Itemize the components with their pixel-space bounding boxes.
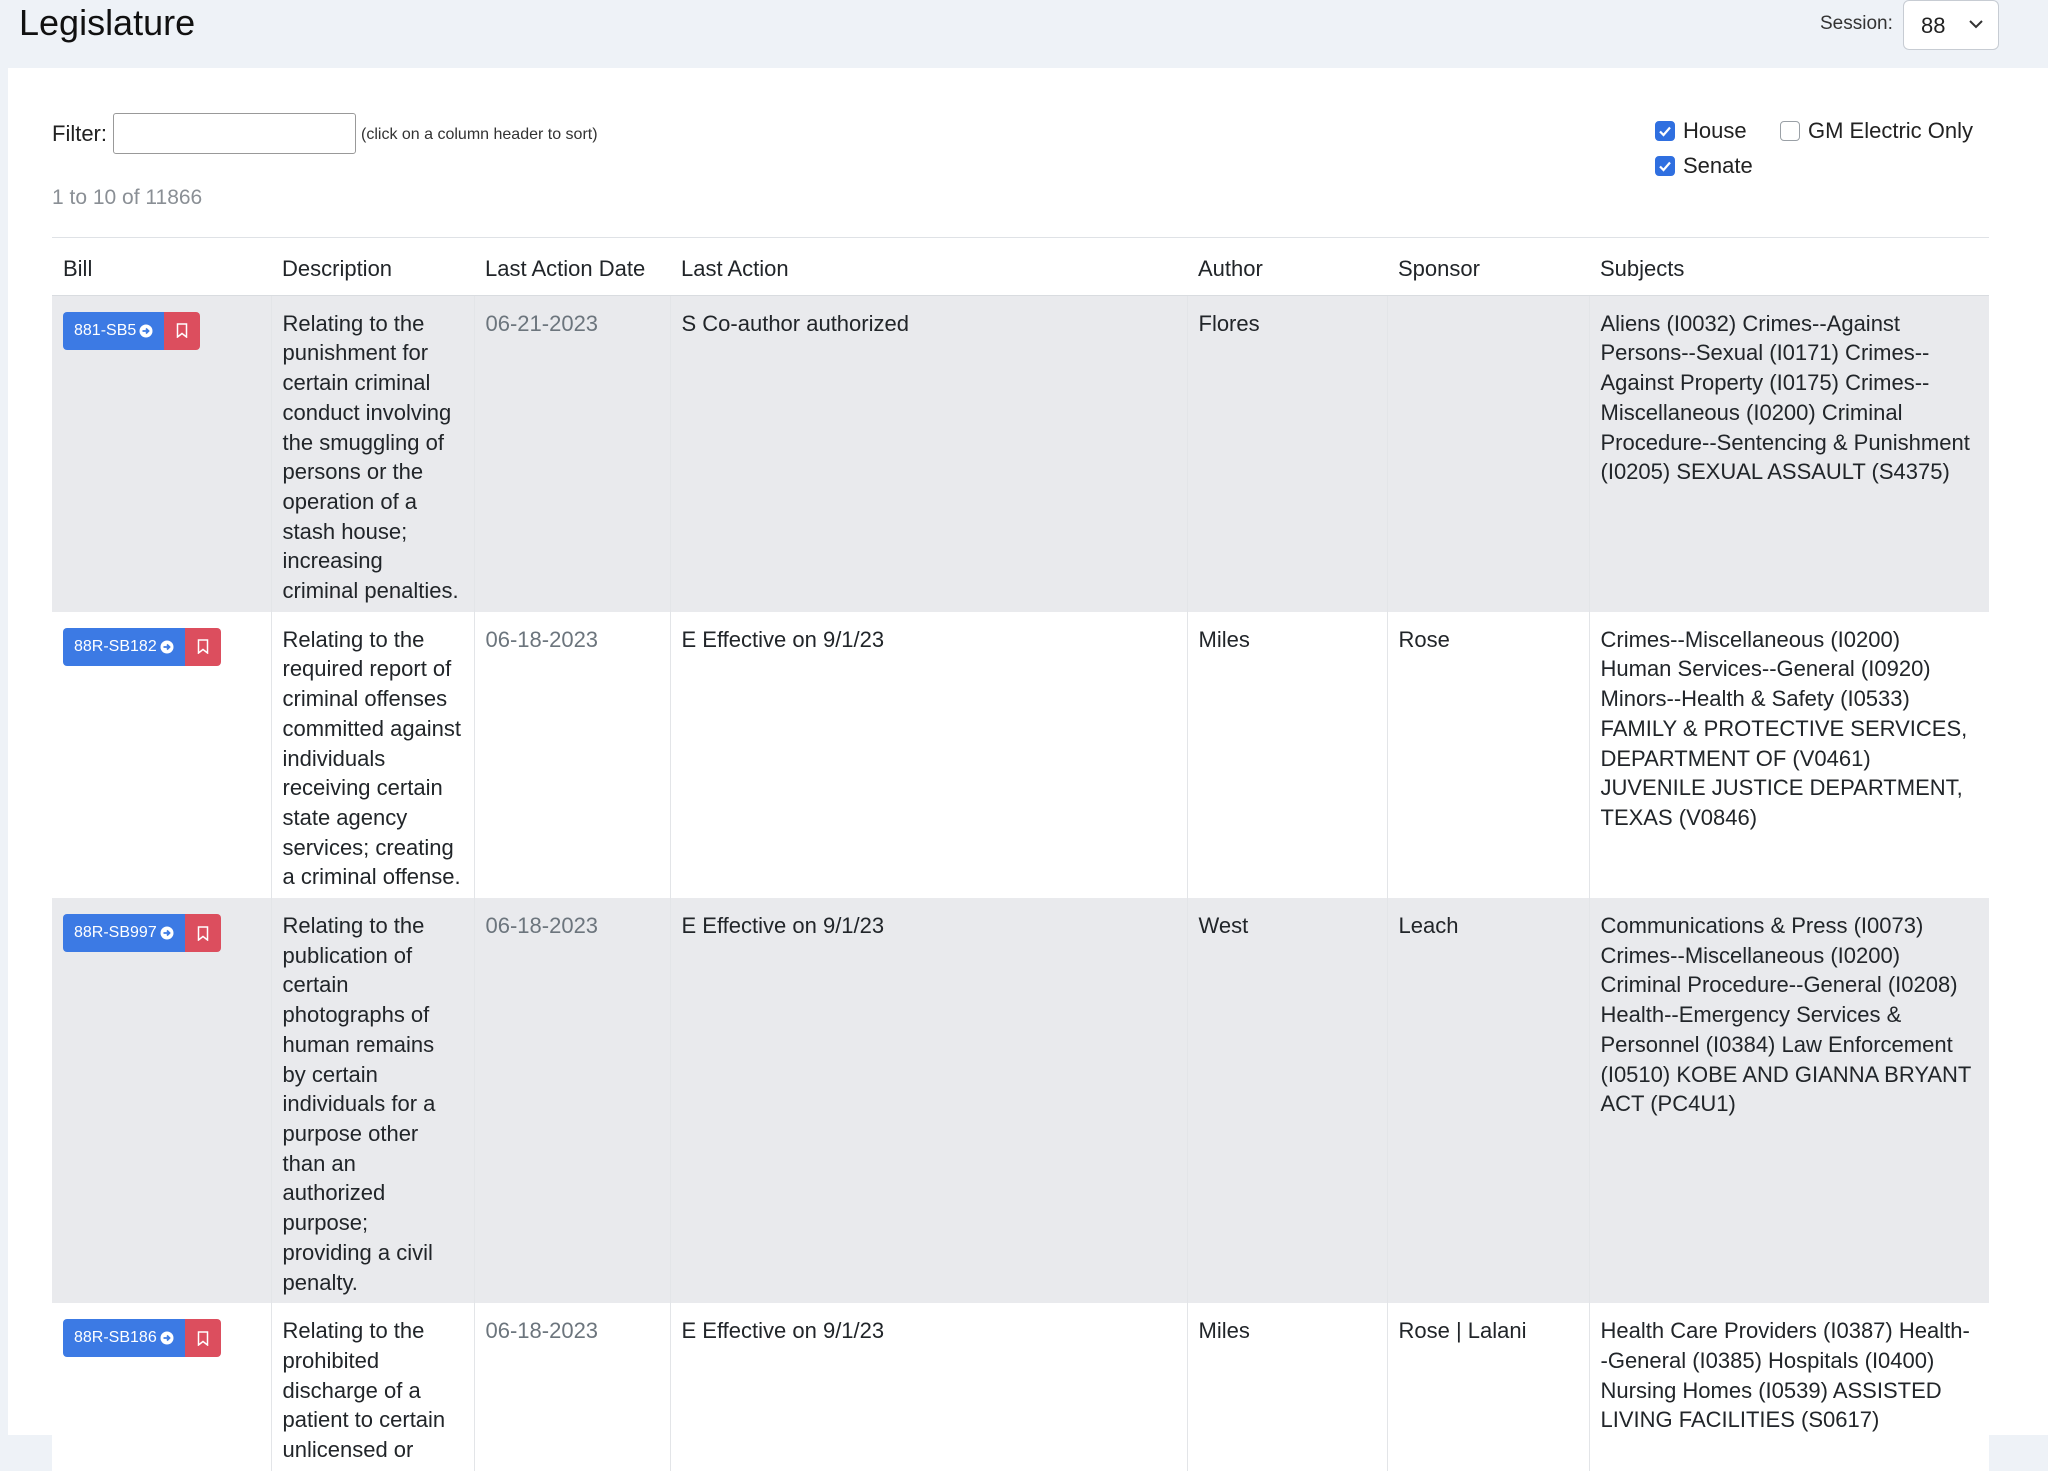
bills-table xyxy=(52,237,1989,1471)
subjects-cell: Aliens (I0032) Crimes--Against Persons--Sexual (I0171) Crimes--Against Property (I0175) Crimes--Miscellaneous (I0200) Criminal Procedure--Sentencing & Punishment (I0205) SEXUAL ASSAULT (S4375) xyxy=(1589,295,1989,612)
sponsor-cell: Rose | Lalani xyxy=(1387,1303,1589,1471)
last-action-date-cell: 06-18-2023 xyxy=(474,612,670,898)
senate-label: Senate xyxy=(1683,153,1753,178)
author-cell: Flores xyxy=(1187,295,1387,612)
table-row xyxy=(52,898,1989,1303)
circle-arrow-right-icon xyxy=(160,1331,174,1345)
last-action-cell: E Effective on 9/1/23 xyxy=(670,898,1187,1303)
author-cell: Miles xyxy=(1187,1303,1387,1471)
column-header-last-action-date[interactable]: Last Action Date xyxy=(474,238,670,296)
column-header-author[interactable]: Author xyxy=(1187,238,1387,296)
bookmark-button[interactable] xyxy=(185,914,221,952)
bill-link-button[interactable] xyxy=(63,914,185,952)
circle-arrow-right-icon xyxy=(139,324,153,338)
description-cell: Relating to the required report of criminal offenses committed against individuals receiving certain state agency services; creating a criminal offense. xyxy=(271,612,474,898)
column-header-last-action[interactable]: Last Action xyxy=(670,238,1187,296)
results-count: 1 to 10 of 11866 xyxy=(52,186,203,209)
last-action-date-cell: 06-21-2023 xyxy=(474,295,670,612)
last-action-cell: E Effective on 9/1/23 xyxy=(670,612,1187,898)
page-header xyxy=(0,0,2048,68)
author-cell: Miles xyxy=(1187,612,1387,898)
bill-cell xyxy=(52,898,271,1303)
column-header-sponsor[interactable]: Sponsor xyxy=(1387,238,1589,296)
senate-checkbox[interactable] xyxy=(1655,153,1753,179)
filter-input[interactable] xyxy=(113,113,356,154)
table-row xyxy=(52,295,1989,612)
subjects-cell: Health Care Providers (I0387) Health--General (I0385) Hospitals (I0400) Nursing Homes (I0539) ASSISTED LIVING FACILITIES (S0617) xyxy=(1589,1303,1989,1471)
description-cell: Relating to the publication of certain photographs of human remains by certain individuals for a purpose other than an authorized purpose; providing a civil penalty. xyxy=(271,898,474,1303)
house-label: House xyxy=(1683,118,1747,143)
house-checkbox[interactable] xyxy=(1655,118,1747,144)
last-action-date-cell: 06-18-2023 xyxy=(474,1303,670,1471)
bill-link-button[interactable] xyxy=(63,628,185,666)
page-title: Legislature xyxy=(19,2,196,43)
bill-id: 88R-SB182 xyxy=(74,637,157,655)
filter-hint: (click on a column header to sort) xyxy=(361,126,598,143)
subjects-cell: Crimes--Miscellaneous (I0200) Human Services--General (I0920) Minors--Health & Safety (I0533) FAMILY & PROTECTIVE SERVICES, DEPARTMENT OF (V0461) JUVENILE JUSTICE DEPARTMENT, TEXAS (V0846) xyxy=(1589,612,1989,898)
session-label: Session: xyxy=(1820,13,1893,34)
circle-arrow-right-icon xyxy=(160,926,174,940)
filter-label: Filter: xyxy=(52,121,107,146)
bookmark-icon xyxy=(197,926,209,941)
sponsor-cell: Rose xyxy=(1387,612,1589,898)
table-row xyxy=(52,1303,1989,1471)
column-header-bill[interactable]: Bill xyxy=(52,238,271,296)
main-card xyxy=(8,68,2048,1463)
column-header-subjects[interactable]: Subjects xyxy=(1589,238,1989,296)
bill-cell xyxy=(52,612,271,898)
bill-cell xyxy=(52,295,271,612)
last-action-cell: E Effective on 9/1/23 xyxy=(670,1303,1187,1471)
bookmark-button[interactable] xyxy=(164,312,200,350)
check-icon xyxy=(1655,156,1675,176)
bill-cell xyxy=(52,1303,271,1471)
bill-id: 88R-SB186 xyxy=(74,1329,157,1347)
table-header-row xyxy=(52,238,1989,296)
bookmark-icon xyxy=(197,639,209,654)
bill-link-button[interactable] xyxy=(63,312,164,350)
session-select[interactable] xyxy=(1903,0,1999,50)
session-value: 88 xyxy=(1921,13,1946,38)
bookmark-button[interactable] xyxy=(185,628,221,666)
check-icon xyxy=(1655,121,1675,141)
sponsor-cell: Leach xyxy=(1387,898,1589,1303)
sponsor-cell xyxy=(1387,295,1589,612)
gm-electric-label: GM Electric Only xyxy=(1808,118,1974,143)
last-action-date-cell: 06-18-2023 xyxy=(474,898,670,1303)
author-cell: West xyxy=(1187,898,1387,1303)
last-action-cell: S Co-author authorized xyxy=(670,295,1187,612)
gm-electric-checkbox[interactable] xyxy=(1780,118,1973,144)
bill-id: 88R-SB997 xyxy=(74,924,157,942)
bookmark-icon xyxy=(176,323,188,338)
unchecked-box-icon xyxy=(1780,121,1800,141)
description-cell: Relating to the prohibited discharge of a patient to certain unlicensed or xyxy=(271,1303,474,1471)
bill-id: 881-SB5 xyxy=(74,321,137,339)
bill-link-button[interactable] xyxy=(63,1319,185,1357)
bookmark-button[interactable] xyxy=(185,1319,221,1357)
column-header-description[interactable]: Description xyxy=(271,238,474,296)
table-row xyxy=(52,612,1989,898)
circle-arrow-right-icon xyxy=(160,640,174,654)
chevron-down-icon xyxy=(1968,14,1984,39)
subjects-cell: Communications & Press (I0073) Crimes--Miscellaneous (I0200) Criminal Procedure--General (I0208) Health--Emergency Services & Personnel (I0384) Law Enforcement (I0510) KOBE AND GIANNA BRYANT ACT (PC4U1) xyxy=(1589,898,1989,1303)
description-cell: Relating to the punishment for certain criminal conduct involving the smuggling of persons or the operation of a stash house; increasing criminal penalties. xyxy=(271,295,474,612)
bookmark-icon xyxy=(197,1331,209,1346)
